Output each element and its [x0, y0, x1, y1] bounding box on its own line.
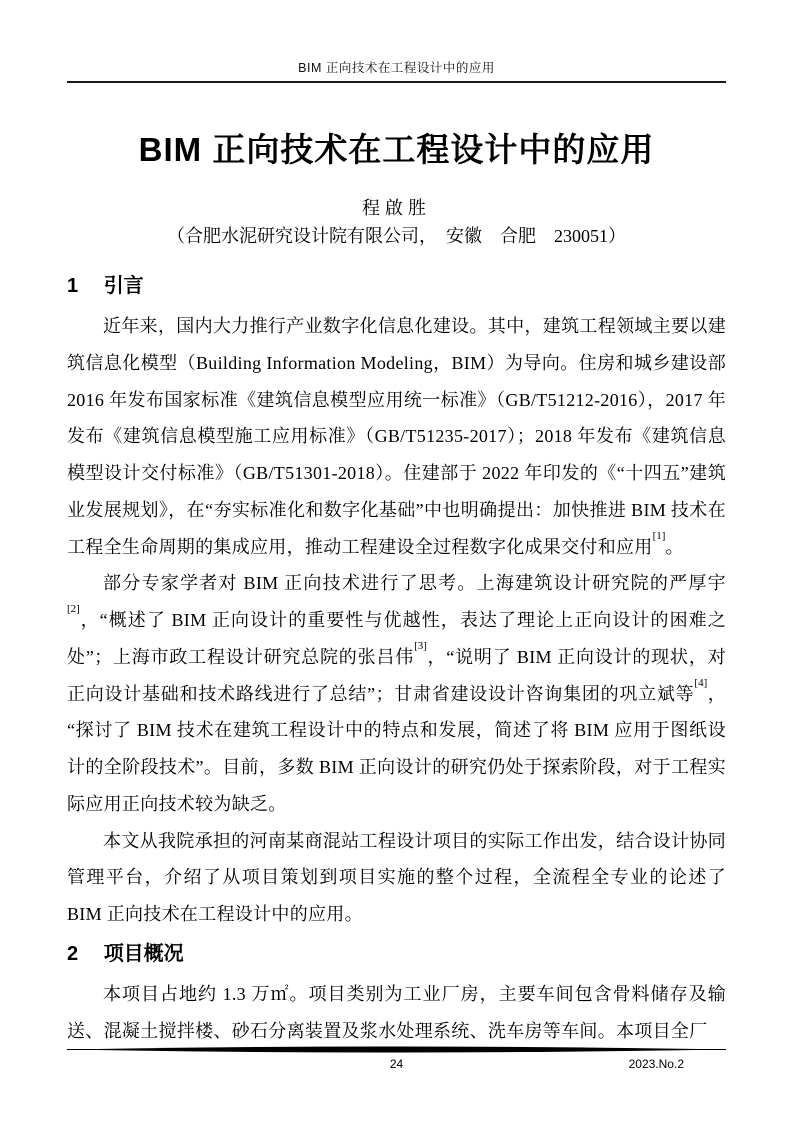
- text-segment: ，“说明了 BIM 正向设计的现状，对正向设计基础和技术路线进行了总结”；甘肃省建设设计咨询集团的巩立斌等: [67, 646, 726, 704]
- paragraph-overview-1: [67, 976, 726, 1043]
- paper-title: BIM 正向技术在工程设计中的应用: [138, 131, 655, 168]
- section-number: 1: [67, 275, 79, 297]
- paper-body: [67, 271, 726, 1043]
- paragraph-intro-3: [67, 823, 726, 933]
- issue-number: 2023.No.2: [628, 1057, 684, 1071]
- section-title: 项目概况: [103, 942, 184, 965]
- text-segment: 近年来，国内大力推行产业数字化信息化建设。其中，建筑工程领域主要以建筑信息化模型（Building Information Modeling，BIM）为导向。住房和城乡建设部 2016 年发布国家标准《建筑信息模型应用统一标准》（GB/T51212-2016），2017 年发布《建筑信息模型施工应用标准》（GB/T51235-2017）；2018 年发布《建筑信息模型设计交付标准》（GB/T51301-2018）。住建部于 2022 年印发的《“十四五”建筑业发展规划》，在“夯实标准化和数字化基础”中也明确提出：加快推进 BIM 技术在工程全生命周期的集成应用，推动工程建设全过程数字化成果交付和应用: [67, 316, 726, 557]
- page-number: 24: [389, 1057, 404, 1071]
- header-rule: [67, 81, 726, 83]
- citation-ref-4: [4]: [694, 676, 708, 689]
- running-title: BIM 正向技术在工程设计中的应用: [298, 61, 495, 75]
- footer-decorative-rule: [67, 1046, 726, 1054]
- author-affiliation: （合肥水泥研究设计院有限公司， 安徽 合肥 230051）: [167, 226, 626, 246]
- text-segment: ，“概述了 BIM 正向设计的重要性与优越性，表达了理论上正向设计的困难之处”；上海市政工程设计研究总院的张吕伟: [67, 610, 726, 667]
- text-segment: 部分专家学者对 BIM 正向技术进行了思考。上海建筑设计研究院的严厚宇: [103, 573, 726, 594]
- paragraph-intro-1: [67, 308, 726, 565]
- text-segment: 本文从我院承担的河南某商混站工程设计项目的实际工作出发，结合设计协同管理平台，介绍了从项目策划到项目实施的整个过程，全流程全专业的论述了 BIM 正向技术在工程设计中的应用。: [67, 830, 726, 924]
- text-segment: 。: [665, 536, 684, 557]
- section-number: 2: [67, 942, 79, 965]
- citation-ref-3: [3]: [414, 639, 427, 652]
- citation-ref-1: [1]: [652, 529, 666, 542]
- section-heading-1: [67, 271, 726, 301]
- text-segment: 本项目占地约 1.3 万㎡。项目类别为工业厂房，主要车间包含骨料储存及输送、混凝土搅拌楼、砂石分离装置及浆水处理系统、洗车房等车间。本项目全厂: [67, 983, 726, 1041]
- running-header: [0, 58, 793, 76]
- citation-ref-2: [2]: [67, 603, 80, 615]
- text-segment: ，“探讨了 BIM 技术在建筑工程设计中的特点和发展，简述了将 BIM 应用于图纸设计的全阶段技术”。目前，多数 BIM 正向设计的研究仍处于探索阶段，对于工程实际应用正向技术较为缺乏。: [67, 683, 726, 814]
- section-title: 引言: [103, 275, 144, 297]
- section-heading-2: [67, 939, 726, 969]
- paragraph-intro-2: [67, 565, 726, 822]
- author-name: 程啟胜: [362, 198, 431, 218]
